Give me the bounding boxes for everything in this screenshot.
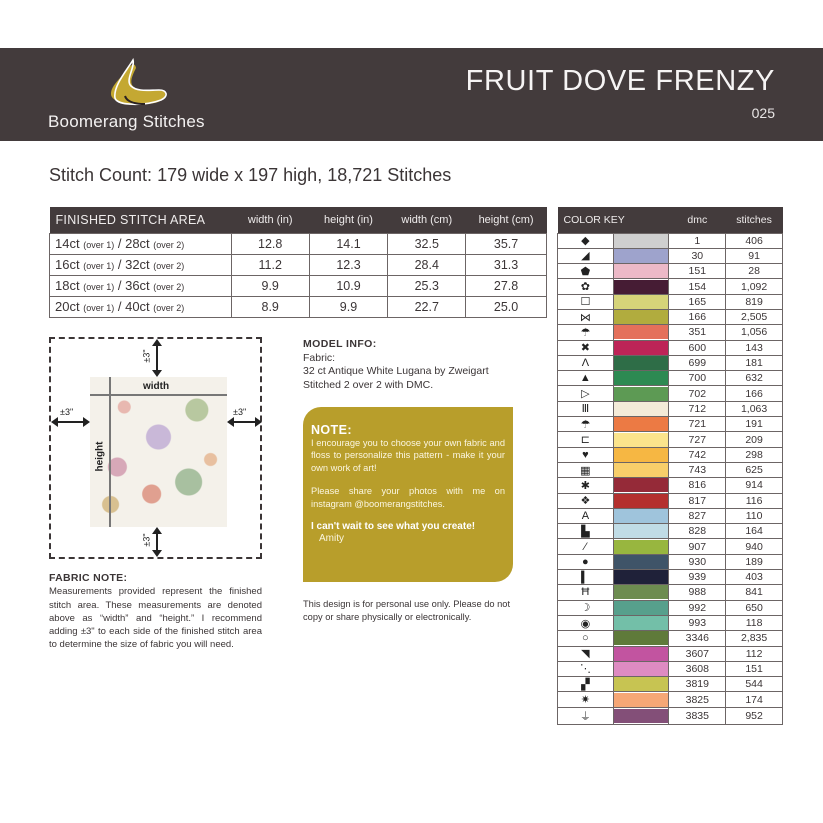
dmc-number: 166 xyxy=(669,309,726,324)
dmc-number: 712 xyxy=(669,401,726,416)
h-bar-icon: Ħ xyxy=(558,585,614,600)
fabric-note xyxy=(49,572,262,652)
stitch-count-cell: 191 xyxy=(726,417,783,432)
color-swatch xyxy=(613,570,669,585)
four-squares-icon: ▦ xyxy=(558,462,614,477)
col-stitches: stitches xyxy=(726,207,783,233)
dmc-number: 699 xyxy=(669,355,726,370)
color-key-row xyxy=(558,462,783,477)
fabric-count-cell xyxy=(50,233,232,254)
stitch-count-cell: 151 xyxy=(726,661,783,676)
top-margin-arrow xyxy=(156,343,158,373)
dmc-number: 988 xyxy=(669,585,726,600)
color-key-row xyxy=(558,248,783,263)
width-cm-cell: 32.5 xyxy=(388,233,466,254)
color-key-row xyxy=(558,447,783,462)
color-swatch xyxy=(613,401,669,416)
size-table-row xyxy=(50,254,547,275)
dmc-number: 154 xyxy=(669,279,726,294)
color-key-row xyxy=(558,309,783,324)
stitch-count-cell: 940 xyxy=(726,539,783,554)
diamond-icon: ◆ xyxy=(558,233,614,248)
dmc-number: 907 xyxy=(669,539,726,554)
col-width-cm: width (cm) xyxy=(388,207,466,233)
color-swatch xyxy=(613,661,669,676)
model-info-heading: MODEL INFO: xyxy=(303,338,377,350)
color-swatch xyxy=(613,233,669,248)
dmc-number: 742 xyxy=(669,447,726,462)
top-margin-label: ±3" xyxy=(141,349,152,363)
dmc-number: 827 xyxy=(669,508,726,523)
height-in-cell: 12.3 xyxy=(309,254,388,275)
color-key-row xyxy=(558,677,783,692)
cross-icon: ✖ xyxy=(558,340,614,355)
arrow-head-left-icon xyxy=(51,417,58,427)
dmc-number: 930 xyxy=(669,554,726,569)
color-key-row xyxy=(558,692,783,707)
color-key-row xyxy=(558,524,783,539)
stitch-count-cell: 116 xyxy=(726,493,783,508)
width-in-cell: 8.9 xyxy=(231,296,309,317)
finished-size-table xyxy=(49,207,547,318)
color-swatch xyxy=(613,355,669,370)
model-info xyxy=(303,338,533,392)
fabric-count-cell xyxy=(50,275,232,296)
heart-icon: ♥ xyxy=(558,447,614,462)
stitch-count-cell: 544 xyxy=(726,677,783,692)
stitch-count-value: 179 wide x 197 high, 18,721 Stitches xyxy=(157,165,452,185)
color-swatch xyxy=(613,631,669,646)
dotted-slash-icon: ⁄ xyxy=(558,539,614,554)
width-in-cell: 9.9 xyxy=(231,275,309,296)
over-2-note: (over 2) xyxy=(153,282,185,292)
stitch-count-cell: 819 xyxy=(726,294,783,309)
arrow-head-up-icon xyxy=(152,339,162,346)
stitch-count-cell: 1,092 xyxy=(726,279,783,294)
height-cm-cell: 31.3 xyxy=(466,254,547,275)
dmc-number: 993 xyxy=(669,615,726,630)
stitch-count-cell: 28 xyxy=(726,264,783,279)
over-1-note: (over 1) xyxy=(83,282,115,292)
color-swatch xyxy=(613,462,669,477)
boot-icon: ▙ xyxy=(558,524,614,539)
caret-up-icon: Λ xyxy=(558,355,614,370)
size-table-row xyxy=(50,296,547,317)
boomerang-logo-icon xyxy=(105,58,171,110)
note-paragraph-1: I encourage you to choose your own fabric and floss to personalize this pattern - make it your own work of art! xyxy=(311,438,505,473)
model-info-fabric: 32 ct Antique White Lugana by Zweigart xyxy=(303,365,489,377)
color-swatch xyxy=(613,279,669,294)
width-cm-cell: 25.3 xyxy=(388,275,466,296)
dmc-number: 727 xyxy=(669,432,726,447)
stairs-icon: ▞ xyxy=(558,677,614,692)
quad-diamond-icon: ❖ xyxy=(558,493,614,508)
col-color-key: COLOR KEY xyxy=(558,207,669,233)
count-over-2: 28ct xyxy=(125,236,150,251)
over-2-note: (over 2) xyxy=(153,240,185,250)
stitch-count-cell: 189 xyxy=(726,554,783,569)
stitch-count-cell: 2,835 xyxy=(726,631,783,646)
dmc-number: 702 xyxy=(669,386,726,401)
dmc-number: 3819 xyxy=(669,677,726,692)
height-in-cell: 9.9 xyxy=(309,296,388,317)
over-1-note: (over 1) xyxy=(83,303,115,313)
size-table-header xyxy=(50,207,547,233)
height-in-cell: 10.9 xyxy=(309,275,388,296)
stitch-count-cell: 2,505 xyxy=(726,309,783,324)
color-swatch xyxy=(613,707,669,724)
count-over-2: 36ct xyxy=(125,278,150,293)
usage-disclaimer: This design is for personal use only. Please do not copy or share physically or electronically. xyxy=(303,599,511,622)
col-height-in: height (in) xyxy=(309,207,388,233)
color-swatch xyxy=(613,493,669,508)
color-swatch xyxy=(613,478,669,493)
color-swatch xyxy=(613,325,669,340)
stitch-count-cell: 650 xyxy=(726,600,783,615)
count-over-1: 20ct xyxy=(55,299,80,314)
separator: / xyxy=(117,257,122,272)
color-key-row xyxy=(558,294,783,309)
color-key-row xyxy=(558,264,783,279)
count-over-2: 40ct xyxy=(125,299,150,314)
dmc-number: 816 xyxy=(669,478,726,493)
color-swatch xyxy=(613,248,669,263)
color-swatch xyxy=(613,646,669,661)
color-key-row xyxy=(558,508,783,523)
arrow-head-down-icon xyxy=(152,550,162,557)
pentagon-icon: ⬟ xyxy=(558,264,614,279)
color-key-row xyxy=(558,386,783,401)
color-swatch xyxy=(613,677,669,692)
pattern-title: FRUIT DOVE FRENZY xyxy=(465,65,775,97)
stitch-count-cell: 181 xyxy=(726,355,783,370)
over-1-note: (over 1) xyxy=(83,261,115,271)
color-swatch xyxy=(613,417,669,432)
color-key-row xyxy=(558,585,783,600)
arrow-head-left-icon xyxy=(227,417,234,427)
col-dmc: dmc xyxy=(669,207,726,233)
color-key-row xyxy=(558,600,783,615)
color-key-row xyxy=(558,432,783,447)
height-cm-cell: 25.0 xyxy=(466,296,547,317)
dmc-number: 743 xyxy=(669,462,726,477)
circle-icon: ● xyxy=(558,554,614,569)
col-width-in: width (in) xyxy=(231,207,309,233)
moon-icon: ☽ xyxy=(558,600,614,615)
color-key-header xyxy=(558,207,783,233)
dmc-number: 351 xyxy=(669,325,726,340)
count-over-2: 32ct xyxy=(125,257,150,272)
corner-icon: ◥ xyxy=(558,646,614,661)
color-swatch xyxy=(613,524,669,539)
left-margin-label: ±3" xyxy=(60,407,74,417)
color-key-row xyxy=(558,340,783,355)
dmc-number: 165 xyxy=(669,294,726,309)
color-swatch xyxy=(613,585,669,600)
fabric-count-cell xyxy=(50,254,232,275)
color-swatch xyxy=(613,539,669,554)
size-table-row xyxy=(50,233,547,254)
dmc-number: 600 xyxy=(669,340,726,355)
color-key-row xyxy=(558,539,783,554)
dmc-number: 939 xyxy=(669,570,726,585)
anchor-base-icon: ⏚ xyxy=(558,707,614,724)
height-cm-cell: 35.7 xyxy=(466,233,547,254)
stitch-count xyxy=(49,165,451,186)
bar-icon: ▍ xyxy=(558,570,614,585)
note-box xyxy=(303,407,513,582)
color-key-row xyxy=(558,646,783,661)
color-key-row xyxy=(558,401,783,416)
height-measure-line xyxy=(109,377,111,527)
model-info-stitching: Stitched 2 over 2 with DMC. xyxy=(303,378,434,391)
color-key-row xyxy=(558,279,783,294)
stitch-count-cell: 166 xyxy=(726,386,783,401)
stitch-count-cell: 632 xyxy=(726,371,783,386)
height-in-cell: 14.1 xyxy=(309,233,388,254)
stitch-count-cell: 406 xyxy=(726,233,783,248)
color-key-row xyxy=(558,417,783,432)
dmc-number: 151 xyxy=(669,264,726,279)
dmc-number: 817 xyxy=(669,493,726,508)
letter-a-icon: A xyxy=(558,508,614,523)
umbrella-icon: ☂ xyxy=(558,417,614,432)
col-height-cm: height (cm) xyxy=(466,207,547,233)
triple-bar-icon: Ⅲ xyxy=(558,401,614,416)
dotted-diagonal-icon: ⋱ xyxy=(558,661,614,676)
color-key-row xyxy=(558,661,783,676)
color-swatch xyxy=(613,294,669,309)
width-label: width xyxy=(143,381,170,392)
fabric-size-diagram xyxy=(49,337,262,559)
note-closing: I can't wait to see what you create! xyxy=(311,521,476,533)
separator: / xyxy=(117,236,122,251)
dmc-number: 828 xyxy=(669,524,726,539)
stitch-count-cell: 112 xyxy=(726,646,783,661)
size-table-row xyxy=(50,275,547,296)
color-key-row xyxy=(558,355,783,370)
fabric-count-cell xyxy=(50,296,232,317)
dmc-number: 3825 xyxy=(669,692,726,707)
stitch-count-cell: 143 xyxy=(726,340,783,355)
arrow-head-right-icon xyxy=(83,417,90,427)
note-paragraph-2: Please share your photos with me on instagram @boomerangstitches. xyxy=(311,486,505,509)
stitch-count-cell: 625 xyxy=(726,462,783,477)
note-heading: NOTE: xyxy=(311,423,352,437)
color-swatch xyxy=(613,692,669,707)
triangle-icon: ▲ xyxy=(558,371,614,386)
stitch-count-cell: 298 xyxy=(726,447,783,462)
stitch-count-cell: 1,056 xyxy=(726,325,783,340)
count-over-1: 16ct xyxy=(55,257,80,272)
color-swatch xyxy=(613,309,669,324)
dmc-number: 700 xyxy=(669,371,726,386)
stitch-count-label: Stitch Count: xyxy=(49,165,153,185)
fabric-note-text: Measurements provided represent the finished stitch area. These measurements are denoted above as “width” and “height.” I recommend adding ±3" to each side of the finished stitch area to determine the size of fabric you will need. xyxy=(49,586,262,651)
count-over-1: 18ct xyxy=(55,278,80,293)
color-key-row xyxy=(558,233,783,248)
stitch-count-cell: 1,063 xyxy=(726,401,783,416)
count-over-1: 14ct xyxy=(55,236,80,251)
stitch-count-cell: 952 xyxy=(726,707,783,724)
arrow-head-down-icon xyxy=(152,370,162,377)
pattern-code: 025 xyxy=(751,105,775,121)
asterisk-icon: ✱ xyxy=(558,478,614,493)
color-key-row xyxy=(558,371,783,386)
model-info-fabric-label: Fabric: xyxy=(303,351,336,364)
over-2-note: (over 2) xyxy=(153,303,185,313)
height-cm-cell: 27.8 xyxy=(466,275,547,296)
color-key-row xyxy=(558,325,783,340)
dmc-number: 30 xyxy=(669,248,726,263)
color-swatch xyxy=(613,386,669,401)
color-swatch xyxy=(613,371,669,386)
note-signature: Amity xyxy=(319,533,344,545)
fabric-note-heading: FABRIC NOTE: xyxy=(49,572,128,584)
color-key-row xyxy=(558,707,783,724)
stitch-count-cell: 914 xyxy=(726,478,783,493)
color-key-row xyxy=(558,615,783,630)
color-key-row xyxy=(558,478,783,493)
color-swatch xyxy=(613,615,669,630)
width-in-cell: 12.8 xyxy=(231,233,309,254)
stitch-count-cell: 91 xyxy=(726,248,783,263)
color-swatch xyxy=(613,340,669,355)
quarter-arc-icon: ◢ xyxy=(558,248,614,263)
square-outline-icon: ☐ xyxy=(558,294,614,309)
bottom-margin-label: ±3" xyxy=(141,533,152,547)
color-swatch xyxy=(613,432,669,447)
dmc-number: 3608 xyxy=(669,661,726,676)
color-swatch xyxy=(613,554,669,569)
color-swatch xyxy=(613,600,669,615)
star-burst-icon: ✷ xyxy=(558,692,614,707)
width-cm-cell: 28.4 xyxy=(388,254,466,275)
stitch-count-cell: 110 xyxy=(726,508,783,523)
mushroom-icon: ☂ xyxy=(558,325,614,340)
bowtie-icon: ⋈ xyxy=(558,309,614,324)
brand-name: Boomerang Stitches xyxy=(48,112,205,131)
over-2-note: (over 2) xyxy=(153,261,185,271)
width-in-cell: 11.2 xyxy=(231,254,309,275)
triangle-right-outline-icon: ▷ xyxy=(558,386,614,401)
header-banner xyxy=(0,48,823,141)
stitch-count-cell: 209 xyxy=(726,432,783,447)
color-swatch xyxy=(613,264,669,279)
height-label: height xyxy=(94,441,106,472)
dmc-number: 3835 xyxy=(669,707,726,724)
dmc-number: 1 xyxy=(669,233,726,248)
col-finished-stitch-area: FINISHED STITCH AREA xyxy=(50,207,232,233)
stitch-count-cell: 403 xyxy=(726,570,783,585)
color-key-row xyxy=(558,631,783,646)
stitch-count-cell: 164 xyxy=(726,524,783,539)
color-swatch xyxy=(613,508,669,523)
color-key-row xyxy=(558,570,783,585)
over-1-note: (over 1) xyxy=(83,240,115,250)
color-swatch xyxy=(613,447,669,462)
dmc-number: 992 xyxy=(669,600,726,615)
stitch-count-cell: 118 xyxy=(726,615,783,630)
stitch-count-cell: 174 xyxy=(726,692,783,707)
width-cm-cell: 22.7 xyxy=(388,296,466,317)
flower-icon: ✿ xyxy=(558,279,614,294)
circle-outline-icon: ○ xyxy=(558,631,614,646)
stitch-count-cell: 841 xyxy=(726,585,783,600)
arrow-head-up-icon xyxy=(152,527,162,534)
target-icon: ◉ xyxy=(558,615,614,630)
bracket-icon: ⊏ xyxy=(558,432,614,447)
separator: / xyxy=(117,278,122,293)
dmc-number: 3346 xyxy=(669,631,726,646)
color-key-row xyxy=(558,493,783,508)
color-key-row xyxy=(558,554,783,569)
dmc-number: 721 xyxy=(669,417,726,432)
right-margin-label: ±3" xyxy=(233,407,247,417)
separator: / xyxy=(117,299,122,314)
arrow-head-right-icon xyxy=(255,417,262,427)
color-key-table xyxy=(557,207,783,725)
dmc-number: 3607 xyxy=(669,646,726,661)
